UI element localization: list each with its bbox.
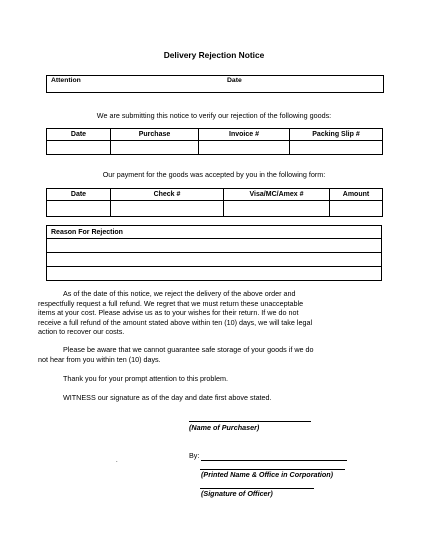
officer-label: (Signature of Officer) [201, 489, 273, 498]
payment-header-amount: Amount [330, 189, 383, 201]
printed-name-label: (Printed Name & Office in Corporation) [201, 470, 334, 479]
goods-header-packing-slip: Packing Slip # [290, 129, 383, 141]
reason-line[interactable] [47, 267, 382, 281]
refund-paragraph [38, 289, 398, 337]
goods-cell-packing-slip[interactable] [290, 141, 383, 155]
reason-table [46, 225, 382, 281]
attention-box [46, 75, 384, 93]
payment-cell-check[interactable] [111, 201, 224, 217]
goods-header-date: Date [47, 129, 111, 141]
goods-table [46, 128, 383, 155]
text-line: not hear from you within ten (10) days. [38, 354, 161, 364]
reason-line[interactable] [47, 253, 382, 267]
intro-text: We are submitting this notice to verify our rejection of the following goods: [96, 111, 332, 120]
text-line: As of the date of this notice, we reject the delivery of the above order and [63, 289, 296, 298]
by-signature-line[interactable] [201, 460, 347, 461]
text-line: action to recover our costs. [38, 327, 125, 337]
text-line: respectfully request a full refund. We regret that we must return these unacceptable [38, 298, 304, 308]
thanks-paragraph: Thank you for your prompt attention to this problem. [63, 374, 228, 383]
text-line: Please be aware that we cannot guarantee safe storage of your goods if we do [63, 345, 314, 354]
page-title: Delivery Rejection Notice [163, 50, 265, 60]
reason-header: Reason For Rejection [47, 226, 382, 239]
stray-mark: . [116, 458, 118, 464]
reason-line[interactable] [47, 239, 382, 253]
date-label: Date [227, 77, 242, 84]
goods-header-invoice: Invoice # [199, 129, 290, 141]
payment-cell-card[interactable] [224, 201, 330, 217]
purchaser-signature-line[interactable] [189, 421, 311, 422]
by-label: By: [189, 451, 200, 460]
payment-header-date: Date [47, 189, 111, 201]
text-line: items at your cost. Please advise us as to your wishes for their return. If we do not [38, 308, 299, 318]
payment-cell-date[interactable] [47, 201, 111, 217]
goods-header-purchase: Purchase [111, 129, 199, 141]
goods-cell-purchase[interactable] [111, 141, 199, 155]
text-line: receive a full refund of the amount stated above within ten (10) days, we will take legal [38, 317, 313, 327]
payment-table [46, 188, 383, 217]
payment-text: Our payment for the goods was accepted by you in the following form: [102, 170, 326, 179]
purchaser-label: (Name of Purchaser) [189, 423, 260, 432]
payment-cell-amount[interactable] [330, 201, 383, 217]
attention-label: Attention [51, 77, 81, 84]
goods-cell-invoice[interactable] [199, 141, 290, 155]
payment-header-card: Visa/MC/Amex # [224, 189, 330, 201]
storage-paragraph [38, 345, 398, 364]
witness-paragraph: WITNESS our signature as of the day and date first above stated. [63, 393, 272, 402]
goods-cell-date[interactable] [47, 141, 111, 155]
payment-header-check: Check # [111, 189, 224, 201]
